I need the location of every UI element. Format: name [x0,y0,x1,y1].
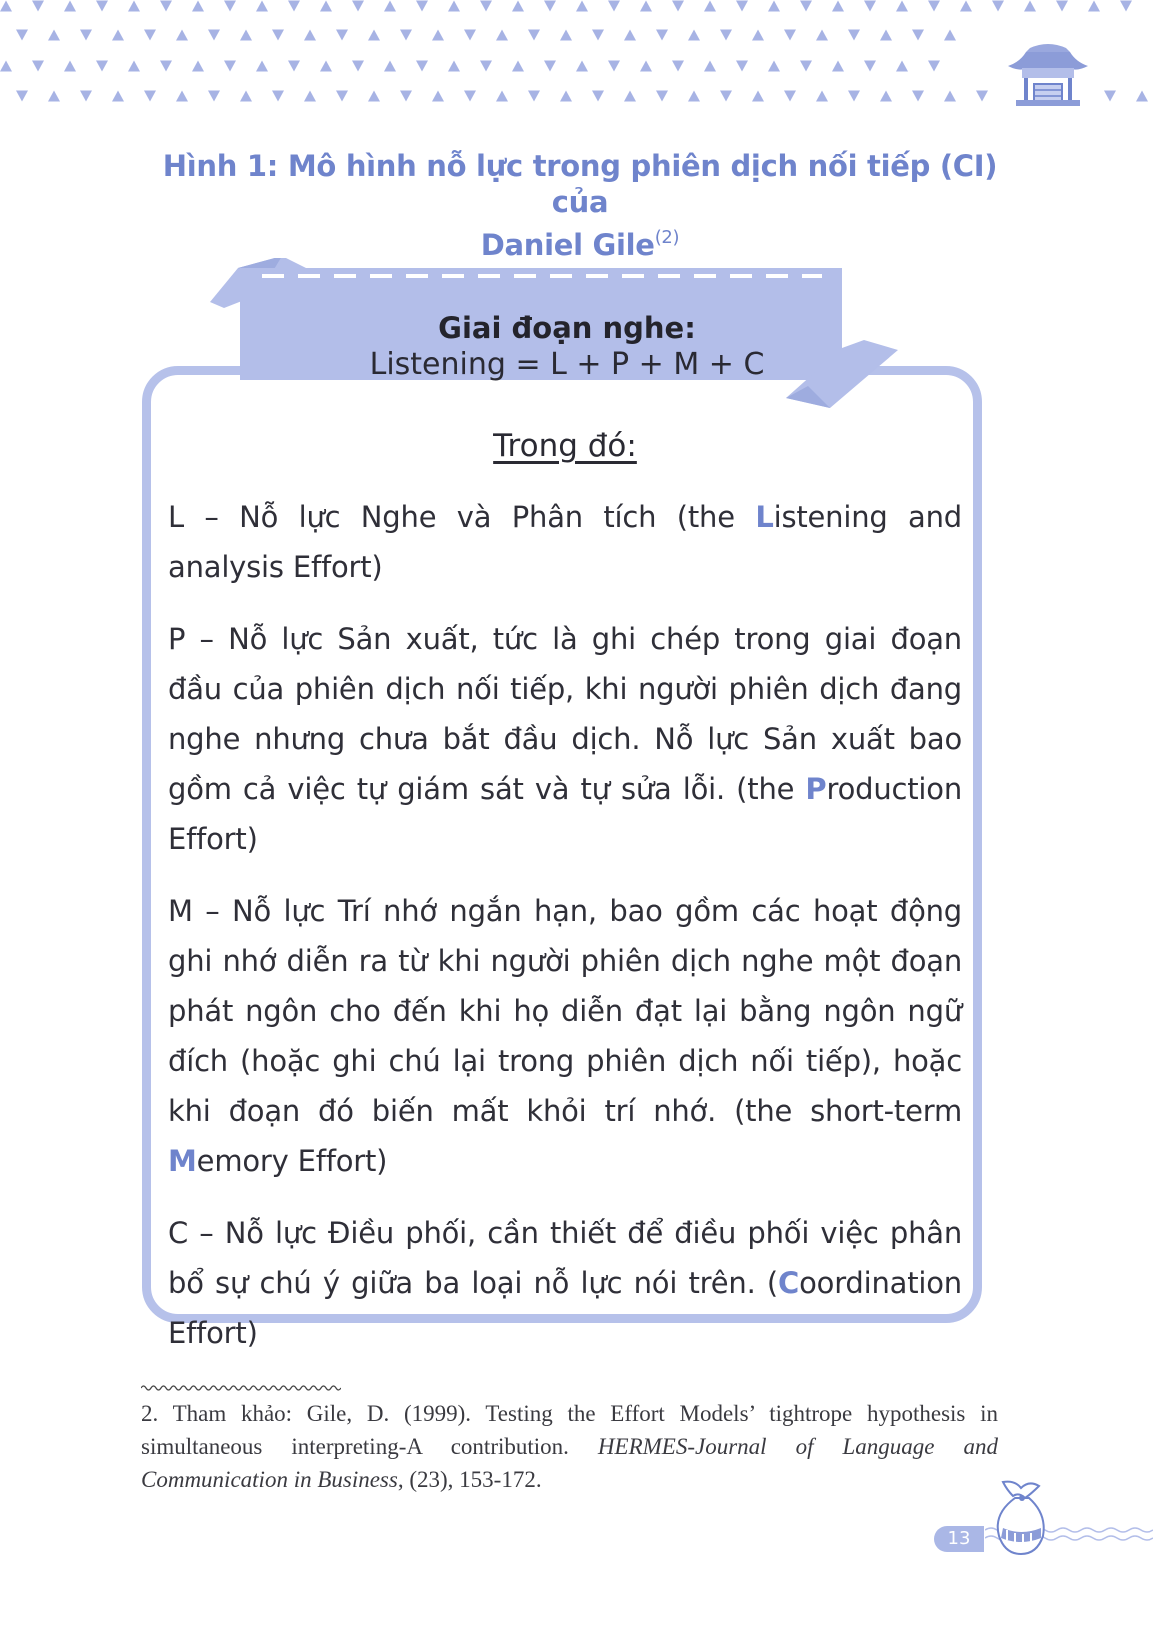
triangle-mark [768,1,780,12]
triangle-mark [896,61,908,72]
triangle-mark [912,91,924,102]
triangle-mark [368,91,380,102]
item-initial: M [168,1144,197,1178]
footnote-text: 2. Tham khảo: Gile, D. (1999). Testing the Effort Models’ tightrope hypothesis in simultaneous interpreting-A contribution. [141,1401,998,1459]
triangle-mark [752,30,764,41]
triangle-mark [464,91,476,102]
triangle-mark [912,30,924,41]
triangle-mark [688,30,700,41]
effort-item-listening [168,492,962,592]
triangle-mark [432,30,444,41]
triangle-mark [944,30,956,41]
triangle-mark [320,1,332,12]
item-text: roduction Effort) [168,772,962,856]
triangle-mark [48,91,60,102]
triangle-mark [864,1,876,12]
triangle-mark [624,30,636,41]
figure-title-line-1: Hình 1: Mô hình nỗ lực trong phiên dịch nối tiếp (CI) của [162,149,998,219]
footnote [141,1397,998,1496]
triangle-mark [512,61,524,72]
triangle-mark [800,1,812,12]
triangle-mark [528,30,540,41]
triangle-mark [896,1,908,12]
triangle-mark [640,1,652,12]
item-text: C – Nỗ lực Điều phối, cần thiết để điều phối việc phân bổ sự chú ý giữa ba loại nỗ lực nói trên. ( [168,1216,962,1300]
triangle-mark [256,61,268,72]
item-text: emory Effort) [196,1144,388,1178]
triangle-mark [928,61,940,72]
triangle-mark [128,61,140,72]
triangle-mark [208,30,220,41]
triangle-mark [656,30,668,41]
triangle-mark [352,61,364,72]
banner-formula: Listening = L + P + M + C [369,347,765,382]
content-body [168,420,962,1380]
triangle-mark [880,91,892,102]
triangle-mark [1056,1,1068,12]
triangle-mark [160,61,172,72]
triangle-mark [880,30,892,41]
triangle-mark [352,1,364,12]
triangle-mark [32,61,44,72]
triangle-mark [144,30,156,41]
triangle-mark [368,30,380,41]
effort-item-coordination [168,1208,962,1358]
triangle-mark [480,1,492,12]
triangle-mark [208,91,220,102]
triangle-mark [816,91,828,102]
triangle-mark [336,30,348,41]
triangle-mark [0,61,12,72]
triangle-mark [272,30,284,41]
triangle-mark [816,30,828,41]
triangle-mark [464,30,476,41]
temple-roof-icon [1000,42,1096,110]
triangle-mark [176,30,188,41]
triangle-mark [384,1,396,12]
triangle-mark [560,91,572,102]
triangle-mark [768,61,780,72]
gift-pouch-icon [985,1478,1153,1566]
triangle-mark [752,91,764,102]
triangle-mark [976,91,988,102]
content-heading: Trong đó: [493,428,637,464]
triangle-mark [704,1,716,12]
triangle-mark [784,91,796,102]
triangle-mark [480,61,492,72]
triangle-mark [336,91,348,102]
triangle-mark [656,91,668,102]
triangle-mark [592,91,604,102]
triangle-mark [640,61,652,72]
triangle-mark [448,61,460,72]
footnote-divider [141,1384,341,1392]
triangle-mark [288,61,300,72]
triangle-mark [864,61,876,72]
triangle-mark [272,91,284,102]
triangle-mark [416,61,428,72]
banner-title: Giai đoạn nghe: [438,311,696,345]
triangle-mark [320,61,332,72]
triangle-mark [672,61,684,72]
triangle-mark [576,61,588,72]
triangle-mark [112,30,124,41]
triangle-mark [848,30,860,41]
footnote-reference: (2) [654,227,680,248]
banner [252,282,882,398]
triangle-mark [48,30,60,41]
effort-item-production [168,614,962,864]
triangle-mark [1136,91,1148,102]
triangle-mark [224,61,236,72]
footnote-text: , (23), 153-172. [397,1467,542,1492]
triangle-mark [80,91,92,102]
triangle-mark [432,91,444,102]
triangle-mark [128,1,140,12]
triangle-mark [544,1,556,12]
triangle-mark [848,91,860,102]
triangle-mark [1104,91,1116,102]
triangle-mark [384,61,396,72]
triangle-mark [160,1,172,12]
triangle-mark [192,1,204,12]
triangle-mark [672,1,684,12]
item-initial: L [755,500,774,534]
triangle-mark [240,91,252,102]
triangle-mark [704,61,716,72]
footnote-journal: HERMES-Journal of Language and Communication in Business [141,1434,998,1492]
effort-item-memory [168,886,962,1186]
triangle-mark [304,91,316,102]
triangle-mark [224,1,236,12]
item-text: istening and analysis Effort) [168,500,962,584]
triangle-mark [608,61,620,72]
triangle-mark [560,30,572,41]
triangle-mark [1088,1,1100,12]
triangle-mark [944,91,956,102]
triangle-mark [608,1,620,12]
triangle-mark [288,1,300,12]
item-initial: P [805,772,827,806]
triangle-mark [496,30,508,41]
triangle-pattern [0,0,1158,115]
triangle-mark [688,91,700,102]
triangle-mark [16,91,28,102]
triangle-mark [32,1,44,12]
triangle-mark [80,30,92,41]
triangle-mark [832,61,844,72]
triangle-mark [496,91,508,102]
triangle-mark [736,1,748,12]
triangle-mark [96,61,108,72]
triangle-mark [544,61,556,72]
triangle-mark [400,91,412,102]
triangle-mark [624,91,636,102]
item-text: L – Nỗ lực Nghe và Phân tích (the [168,500,756,534]
triangle-mark [256,1,268,12]
triangle-mark [1120,1,1132,12]
triangle-mark [592,30,604,41]
triangle-mark [800,61,812,72]
triangle-mark [720,91,732,102]
triangle-mark [784,30,796,41]
triangle-mark [512,1,524,12]
item-initial: C [778,1266,800,1300]
triangle-mark [16,30,28,41]
item-text: M – Nỗ lực Trí nhớ ngắn hạn, bao gồm các hoạt động ghi nhớ diễn ra từ khi người phiên dịch nghe một đoạn phát ngôn cho đến khi họ diễn đạt lại bằng ngôn ngữ đích (hoặc ghi chú lại trong phiên dịch nối tiếp), hoặc khi đoạn đó biến mất khỏi trí nhớ. (the short-term [168,894,962,1128]
item-text: P – Nỗ lực Sản xuất, tức là ghi chép trong giai đoạn đầu của phiên dịch nối tiếp, khi người phiên dịch đang nghe nhưng chưa bắt đầu dịch. Nỗ lực Sản xuất bao gồm cả việc tự giám sát và tự sửa lỗi. (the [168,622,962,806]
triangle-mark [528,91,540,102]
triangle-mark [176,91,188,102]
triangle-mark [416,1,428,12]
triangle-mark [64,1,76,12]
triangle-mark [1024,1,1036,12]
triangle-mark [928,1,940,12]
triangle-mark [992,1,1004,12]
page-number: 13 [934,1526,984,1552]
triangle-mark [144,91,156,102]
triangle-mark [720,30,732,41]
triangle-mark [576,1,588,12]
triangle-mark [240,30,252,41]
triangle-mark [736,61,748,72]
triangle-mark [832,1,844,12]
triangle-mark [400,30,412,41]
triangle-mark [960,1,972,12]
triangle-mark [64,61,76,72]
figure-title-line-2 [130,220,1030,263]
item-text: oordination Effort) [168,1266,962,1350]
triangle-mark [96,1,108,12]
triangle-mark [112,91,124,102]
figure-title [130,148,1030,263]
figure-title-author: Daniel Gile [480,228,655,262]
triangle-mark [0,1,12,12]
triangle-mark [192,61,204,72]
triangle-mark [448,1,460,12]
triangle-mark [304,30,316,41]
